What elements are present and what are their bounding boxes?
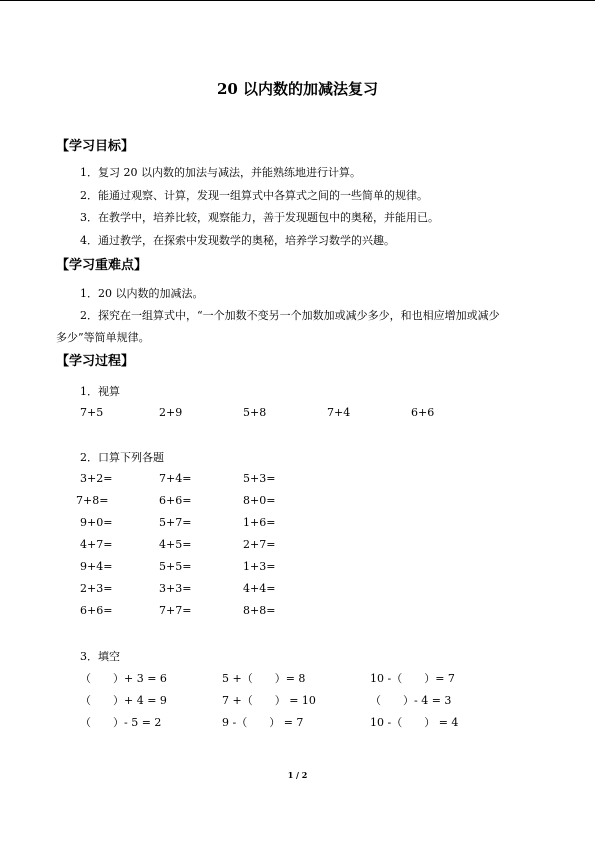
goals-heading: 【学习目标】	[56, 139, 135, 154]
sec2-cell: 9+0=	[80, 516, 113, 529]
goal-item-2: 2．能通过观察、计算，发现一组算式中各算式之间的一些简单的规律。	[80, 189, 428, 202]
sec2-cell: 7+7=	[159, 604, 192, 617]
page-number: 1 / 2	[287, 770, 308, 780]
goal-item-4: 4．通过教学，在探索中发现数学的奥秘，培养学习数学的兴趣。	[80, 234, 395, 247]
sec2-cell: 9+4=	[80, 560, 113, 573]
sec2-title: 2．口算下列各题	[80, 451, 164, 464]
sec1-item: 5+8	[243, 406, 267, 419]
process-heading: 【学习过程】	[56, 354, 135, 369]
sec2-cell: 1+6=	[243, 516, 276, 529]
sec3-cell: （ ）- 5 = 2	[80, 716, 162, 729]
sec3-cell: （ ）- 4 = 3	[370, 694, 452, 707]
sec3-cell: 10 -（ ） = 4	[370, 716, 459, 729]
sec3-cell: （ ）+ 4 = 9	[80, 694, 167, 707]
sec2-cell: 2+3=	[80, 582, 113, 595]
sec1-item: 2+9	[159, 406, 183, 419]
sec3-cell: 10 -（ ）= 7	[370, 672, 455, 685]
sec2-cell: 5+3=	[243, 472, 276, 485]
sec3-cell: 5 +（ ）= 8	[222, 672, 306, 685]
sec2-cell: 5+7=	[159, 516, 192, 529]
key-points-heading: 【学习重难点】	[56, 258, 148, 273]
sec1-item: 6+6	[411, 406, 435, 419]
sec3-cell: 7 +（ ） = 10	[222, 694, 316, 707]
sec2-cell: 4+4=	[243, 582, 276, 595]
sec2-cell: 3+2=	[80, 472, 113, 485]
sec2-cell: 4+7=	[80, 538, 113, 551]
key-point-item-1: 1．20 以内数的加减法。	[80, 287, 204, 300]
sec2-cell: 7+8=	[76, 494, 109, 507]
sec2-cell: 4+5=	[159, 538, 192, 551]
sec1-item: 7+5	[80, 406, 104, 419]
key-point-item-2: 2．探究在一组算式中，“一个加数不变另一个加数加或减少多少，和也相应增加或减少	[80, 309, 500, 322]
sec1-item: 7+4	[327, 406, 351, 419]
goal-item-3: 3．在教学中，培养比较，观察能力，善于发现题包中的奥秘，并能用已。	[80, 211, 439, 224]
sec2-cell: 2+7=	[243, 538, 276, 551]
sec3-title: 3．填空	[80, 650, 120, 663]
sec2-cell: 8+0=	[243, 494, 276, 507]
sec3-cell: （ ）+ 3 = 6	[80, 672, 167, 685]
top-border-line	[0, 0, 595, 1]
goal-item-1: 1．复习 20 以内数的加法与减法，并能熟练地进行计算。	[80, 166, 361, 179]
sec2-cell: 8+8=	[243, 604, 276, 617]
sec1-title: 1．视算	[80, 385, 120, 398]
sec2-cell: 6+6=	[159, 494, 192, 507]
sec2-cell: 6+6=	[80, 604, 113, 617]
sec3-cell: 9 -（ ） = 7	[222, 716, 304, 729]
sec2-cell: 3+3=	[159, 582, 192, 595]
key-point-item-2-cont: 多少”等简单规律。	[56, 331, 150, 344]
page-title: 20 以内数的加减法复习	[216, 80, 379, 98]
sec2-cell: 1+3=	[243, 560, 276, 573]
sec2-cell: 5+5=	[159, 560, 192, 573]
sec2-cell: 7+4=	[159, 472, 192, 485]
